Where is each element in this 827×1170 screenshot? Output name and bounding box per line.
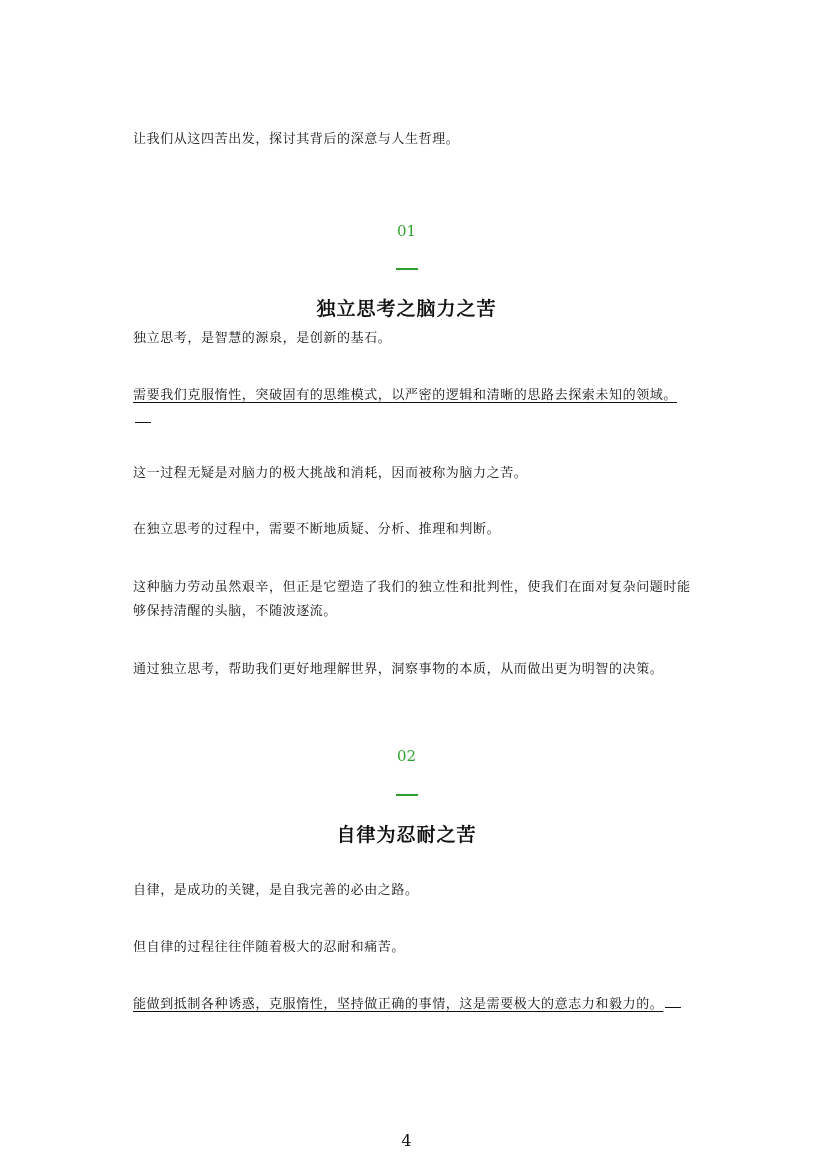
underline-tail (665, 993, 681, 1008)
section-divider (396, 794, 418, 796)
page-number: 4 (401, 1131, 412, 1150)
underlined-text: 能做到抵制各种诱惑，克服惰性，坚持做正确的事情，这是需要极大的意志力和毅力的。 (133, 997, 664, 1012)
section-title: 自律为忍耐之苦 (336, 824, 477, 846)
paragraph: 但自律的过程往往伴随着极大的忍耐和痛苦。 (133, 940, 406, 955)
underline-tail (135, 408, 151, 423)
underlined-text: 需要我们克服惰性，突破固有的思维模式，以严密的逻辑和清晰的思路去探索未知的领域。 (133, 388, 678, 403)
paragraph: 通过独立思考，帮助我们更好地理解世界，洞察事物的本质，从而做出更为明智的决策。 (133, 662, 664, 677)
paragraph: 这种脑力劳动虽然艰辛，但正是它塑造了我们的独立性和批判性，使我们在面对复杂问题时能够保持清醒的头脑，不随波逐流。 (133, 580, 691, 619)
section-title: 独立思考之脑力之苦 (316, 298, 497, 320)
paragraph: 自律，是成功的关键，是自我完善的必由之路。 (133, 883, 419, 898)
paragraph: 在独立思考的过程中，需要不断地质疑、分析、推理和判断。 (133, 522, 501, 537)
paragraph: 这一过程无疑是对脑力的极大挑战和消耗，因而被称为脑力之苦。 (133, 466, 528, 481)
section-number: 02 (396, 747, 417, 765)
paragraph: 独立思考，是智慧的源泉，是创新的基石。 (133, 331, 392, 346)
section-divider (396, 268, 418, 270)
underlined-paragraph (133, 384, 693, 432)
underlined-paragraph (133, 993, 693, 1017)
section-number: 01 (396, 222, 417, 240)
intro-paragraph: 让我们从这四苦出发，探讨其背后的深意与人生哲理。 (133, 132, 460, 147)
